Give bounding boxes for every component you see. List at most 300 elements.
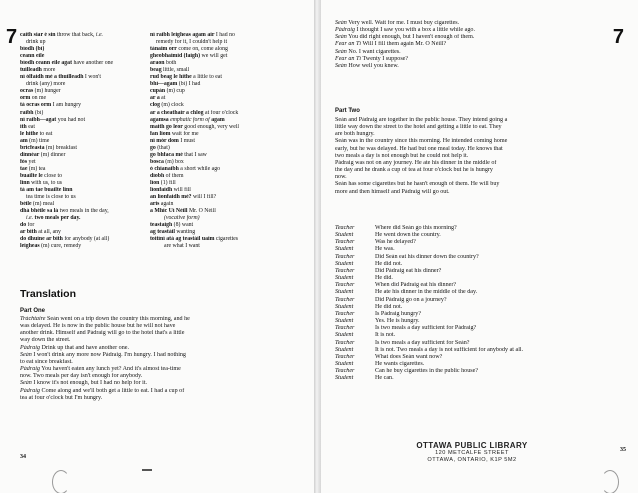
vocab-entry [150,117,300,124]
english-gloss: two meals in the day, [58,208,109,215]
irish-term: ó chianaibh [150,165,179,172]
irish-term: le hithe [20,130,39,137]
english-gloss: drink up [26,39,46,46]
speech-text: was delayed. He is now in the public house but he will not have [20,323,176,330]
english-gloss: (m) box [163,158,184,165]
text-line [335,49,615,56]
vocabulary-column-a [20,32,146,250]
vocab-entry [150,46,300,53]
text-line: more and then himself and Pádraig will go out. [335,188,450,195]
text-line: Seán and Pádraig are together in the public house. They intend going a [335,117,508,123]
speaker-name: Fear an Tí [335,55,362,62]
english-gloss: we will get [200,53,228,60]
ink-mark [142,469,152,471]
speech-text: Very well. Wait for me. I must buy cigarettes. [346,20,460,26]
irish-term: tá am tae buailte linn [20,187,73,194]
english-gloss: a short while ago [178,165,221,172]
vocab-entry [20,67,146,74]
irish-term: béile [20,201,32,208]
english-gloss: will I fill? [191,194,217,201]
text-line [335,63,615,70]
speaker-name: Seán [20,380,32,387]
english-gloss: have another one [72,60,114,67]
qa-line [335,325,630,332]
irish-term: do dhuine ar bith [20,236,63,243]
irish-term: a Mhic Uí Néill [150,208,188,215]
qa-line [335,311,630,318]
qa-text: Can he buy cigarettes in the public house? [375,368,479,375]
irish-term: agamsa [150,116,169,123]
vocab-entry [150,74,300,81]
irish-term: buailte le [20,172,43,179]
speaker-role: Teacher [335,239,355,246]
vocab-entry [150,180,300,187]
irish-term: díobh [150,172,165,179]
vocab-entry [20,60,146,67]
irish-term: clog [150,102,160,109]
speech-text: No. I want cigarettes. [346,48,401,55]
qa-text: It is not. [375,332,396,339]
english-gloss: Mr. Ó Néill [187,208,216,215]
vocab-entry [150,131,300,138]
irish-term: líonfaidh [150,187,173,194]
text-line [335,27,615,34]
irish-term: bíodh (bí) [20,46,45,53]
english-gloss: (bí) I had [177,81,201,88]
english-gloss: again [159,201,174,208]
speaker-role: Student [335,246,354,253]
qa-text: Did Pádraig eat his dinner? [375,267,442,274]
vocab-entry [150,222,300,229]
page-number: 35 [620,447,626,453]
vocab-entry [150,159,300,166]
irish-term: ní raibh leigheas agam air [150,32,215,38]
english-gloss: close to [42,172,63,179]
vocab-entry [20,95,146,102]
text-line: the day and he drank a cup of tea at four o'clock but he is hungry [335,167,493,174]
speech-text: Seán went on a trip down the country this morning, and he [45,316,190,322]
vocab-entry [20,88,146,95]
lesson-number: 7 [6,26,18,48]
qa-line [335,239,630,246]
vocab-entry [150,173,300,180]
lesson-number: 7 [612,26,624,48]
qa-text: He wants cigarettes. [375,360,425,367]
stamp-line-2: 120 METCALFE STREET [435,450,509,456]
left-page [0,0,314,493]
speech-text: to eat since breakfast. [20,358,73,365]
speaker-role: Student [335,303,354,310]
english-gloss: at all, any [36,229,61,236]
qa-line [335,246,630,253]
irish-term: ith [20,123,27,130]
speech-text: You did right enough, but I haven't enough of them. [346,34,475,41]
vocab-entry [20,166,146,173]
irish-term: bosca [150,158,164,165]
english-gloss: (m) meal [31,201,55,208]
text-line [335,20,615,27]
speaker-role: Student [335,260,354,267]
english-gloss-tail: two meals per day. [33,215,81,222]
qa-line [335,275,630,282]
vocab-entry [150,138,300,145]
irish-term: ar bith [20,229,37,236]
text-line [20,337,310,344]
qa-line [335,347,630,354]
gloss-note: i.e. [95,32,103,38]
irish-term: bhí—agam [150,81,178,88]
qa-line [335,304,630,311]
english-gloss: (8) want [172,222,194,229]
irish-term: tánaim orr [150,46,177,53]
speech-text: another drink. Himself and Pádraig will go to the hotel that's a little [20,330,185,337]
irish-term: caith siar é sin [20,32,56,38]
irish-term: bricfeasta [20,144,45,151]
irish-term: linn [20,179,30,186]
vocab-entry [150,145,300,152]
qa-line [335,261,630,268]
irish-term: orm [20,95,31,102]
vocab-entry [150,67,300,74]
vocab-entry [150,60,300,67]
qa-line [335,368,630,375]
qa-line [335,297,630,304]
text-line [20,316,310,323]
irish-term: raibh [20,109,34,116]
irish-term: ar a cheathair a chlog [150,109,204,116]
irish-term: ní raibh—agat [20,116,57,123]
english-gloss: drink (any) more [26,81,66,88]
translation-heading: Translation [20,288,77,300]
english-gloss: tea time is close to us [26,194,76,201]
speech-text: tea at four o'clock but I'm hungry. [20,394,103,401]
qa-text: He went down the country. [375,232,441,239]
vocab-entry [20,131,146,138]
qa-text: Is two meals a day sufficient for Seán? [375,339,470,346]
text-line [20,380,310,387]
english-gloss: (m) cure, remedy [39,243,82,250]
text-line: now. [335,174,347,181]
binding-hole [52,470,70,493]
vocab-entry [20,81,146,88]
vocab-entry [150,32,300,39]
speaker-name: Seán [335,62,347,69]
text-line: two meals a day is not enough but he could not help it. [335,152,469,159]
speech-text: I know it's not enough, but I had no help for it. [31,380,148,387]
english-gloss: cigarettes [214,236,239,243]
speech-text: I won't drink any more now Pádraig. I'm hungry. I had nothing [31,351,186,358]
irish-term: fan liom [150,130,171,137]
vocab-entry [20,180,146,187]
english-gloss: good enough, very well [182,123,240,130]
speaker-role: Teacher [335,296,355,303]
qa-line [335,354,630,361]
irish-term: líon [150,179,160,186]
irish-term: leigheas [20,243,40,250]
qa-text: It is not. Two meals a day is not sufficient for anybody at all. [375,346,524,353]
qa-text: Where did Seán go this morning? [375,225,457,231]
speech-text: Drink up that and have another one. [39,344,129,351]
irish-term: ní mór dom [150,137,179,144]
irish-term: aris [150,201,160,208]
speech-text: Come along and we'll both get a little to eat. I had a cup of [39,387,185,394]
english-gloss: at [159,95,166,102]
qa-line [335,318,630,325]
vocab-entry [20,243,146,250]
english-gloss: a little to eat [191,74,222,81]
vocab-entry [20,159,146,166]
speaker-role: Student [335,318,354,325]
vocab-entry [20,229,146,236]
english-gloss: are what I want [164,243,200,250]
vocab-entry [150,208,300,215]
qa-text: When did Pádraig eat his dinner? [375,282,457,289]
stamp-line-3: OTTAWA, ONTARIO, K1P 5M2 [427,457,517,463]
english-gloss: (m) breakfast [44,144,77,151]
vocab-entry [150,88,300,95]
vocab-entry [150,81,300,88]
speaker-name: Tráchtaire [20,316,46,322]
text-line [20,352,310,359]
vocab-entry [150,215,300,222]
part-two-text [335,117,625,196]
qa-text: Was he delayed? [375,239,416,246]
irish-term: tuilleadh [20,67,42,74]
english-gloss: throw that back, [55,32,96,38]
text-line: Seán was in the country since this morning. He intended coming home [335,138,508,145]
vocab-entry [20,46,146,53]
qa-text: Did Pádraig go on a journey? [375,296,447,303]
qa-text: Yes. He is hungry. [375,318,420,325]
vocab-entry [20,117,146,124]
vocab-entry [20,102,146,109]
speaker-role: Teacher [335,267,355,274]
speech-text: now. Two meals per day isn't enough for anybody. [20,373,143,380]
english-gloss-tail: agam [209,116,225,123]
irish-term: am [20,137,28,144]
qa-line [335,232,630,239]
text-line [20,366,310,373]
text-line [335,41,615,48]
text-line [20,388,310,395]
speaker-role: Teacher [335,225,355,231]
english-gloss: eat [26,123,35,130]
speech-text: You haven't eaten any lunch yet? And it's almost tea-time [39,366,181,373]
text-line [20,395,310,402]
part-one-text [20,316,310,402]
irish-term: ocras [20,88,34,95]
stamp-line-1: OTTAWA PUBLIC LIBRARY [416,441,528,450]
english-gloss: I must [178,137,195,144]
speaker-role: Student [335,275,354,282]
speaker-role: Teacher [335,282,355,289]
speaker-name: Pádraig [20,387,40,394]
irish-term: ag teastáil [150,229,175,236]
vocab-entry [20,208,146,215]
text-line [20,323,310,330]
speaker-name: Seán [20,351,32,358]
speaker-role: Teacher [335,310,355,317]
qa-line [335,254,630,261]
qa-text: He did not. [375,303,403,310]
irish-term: go bhfaca mé [150,151,183,158]
speaker-role: Student [335,232,354,239]
book-gutter [314,0,321,493]
vocab-entry [150,187,300,194]
irish-term: bíodh ceann eile agat [20,60,73,67]
qa-line [335,332,630,339]
english-gloss: yet [27,158,36,165]
english-gloss: that I saw [182,151,207,158]
irish-term: maith go leor [150,123,183,130]
english-gloss: (m) tea [27,165,46,172]
text-line [335,56,615,63]
vocab-entry [150,166,300,173]
vocabulary-column-b [150,32,300,250]
speech-text: Will I fill them again Mr. Ó Néill? [361,41,447,48]
irish-term: araon [150,60,165,67]
qa-text: He ate his dinner in the middle of the day. [375,289,478,296]
english-gloss: (that) [155,144,170,151]
irish-term: dhá bhéile sa lá [20,208,59,215]
text-line: Seán has some cigarettes but he hasn't enough of them. He will buy [335,181,500,188]
irish-term: tá ocras orm [20,102,52,109]
english-gloss: wanting [174,229,196,236]
irish-term: go [150,144,156,151]
english-gloss: with us, to us [29,179,63,186]
english-gloss: (m) hunger [33,88,61,95]
gloss-note: emphatic form of [170,116,210,123]
english-gloss: (bí) [33,109,44,116]
english-gloss: wait for me [170,130,199,137]
speaker-role: Student [335,346,354,353]
text-line [335,34,615,41]
vocab-entry [150,194,300,201]
english-gloss: (m) time [27,137,50,144]
qa-text: He was. [375,246,395,253]
qa-line [335,361,630,368]
vocab-entry [20,124,146,131]
vocab-entry [150,102,300,109]
irish-term: rud beag le hithe [150,74,192,81]
part-one-heading: Part One [20,308,46,314]
vocab-entry [150,124,300,131]
vocab-entry [20,110,146,117]
speaker-role: Teacher [335,339,355,346]
english-gloss: come on, come along [176,46,228,53]
part-two-heading: Part Two [335,108,360,114]
gloss-note: (vocative form) [164,215,200,222]
irish-term: ar a [150,95,160,102]
qa-line [335,340,630,347]
qa-text: He can. [375,375,394,382]
speaker-role: Student [335,360,354,367]
speech-text: way down the street. [20,337,71,344]
vocab-entry [20,145,146,152]
english-gloss: (m) cup [165,88,185,95]
irish-term: ní ólfaidh mé a thuilleadh [20,74,84,81]
vocab-entry [20,32,146,39]
vocab-entry [150,236,300,243]
vocab-entry [20,222,146,229]
english-gloss: (1) fill [159,179,176,186]
qa-text: He did not. [375,260,403,267]
english-gloss: remedy for it, I couldn't help it [156,39,228,46]
speech-text: Twenty I suppose? [361,55,409,62]
irish-term: cupán [150,88,166,95]
speaker-name: Fear an Tí [335,41,362,48]
vocab-entry [150,95,300,102]
english-gloss: of them [164,172,184,179]
english-gloss: I had no [214,32,235,38]
text-line: are both hungry. [335,131,375,138]
speaker-role: Student [335,332,354,339]
speaker-name: Pádraig [20,366,40,373]
speaker-role: Teacher [335,353,355,360]
qa-line [335,375,630,382]
irish-term: do [20,222,27,229]
speaker-name: Seán [335,20,347,26]
english-gloss: will fill [172,187,191,194]
vocab-entry [20,152,146,159]
text-line [20,330,310,337]
irish-term: ceann eile [20,53,45,60]
text-line: little way down the street to the hotel and getting a little to eat. They [335,124,502,131]
qa-text: He did. [375,275,393,282]
speaker-role: Teacher [335,325,355,332]
qa-line [335,268,630,275]
qa-line [335,225,630,232]
qa-line [335,289,630,296]
irish-term: toitíní atá ag teastáil uaim [150,236,215,243]
speaker-name: Seán [335,34,347,41]
vocab-entry [150,229,300,236]
vocab-entry [20,53,146,60]
right-page [321,0,638,493]
text-line [20,345,310,352]
vocab-entry [150,243,300,250]
gloss-note: i.e. [26,215,34,222]
speaker-role: Teacher [335,368,355,375]
speech-text: How well you knew. [346,62,399,69]
irish-term: gheobhaimid (faigh) [150,53,201,60]
irish-term: fós [20,158,28,165]
speaker-role: Student [335,375,354,382]
text-line [20,359,310,366]
binding-hole [601,470,619,493]
english-gloss: more [41,67,56,74]
vocab-entry [20,187,146,194]
vocab-entry [150,201,300,208]
english-gloss: at four o'clock [203,109,239,116]
english-gloss: I am hungry [51,102,82,109]
vocab-entry [20,173,146,180]
vocab-entry [150,53,300,60]
page-number: 34 [20,454,26,460]
text-line [20,373,310,380]
english-gloss: I won't [83,74,101,81]
library-stamp [407,441,537,464]
english-gloss: you had not [56,116,86,123]
dialogue-continuation [335,20,615,70]
english-gloss: for [26,222,35,229]
text-line: Pádraig was not on any journey. He ate his dinner in the middle of [335,159,497,166]
speaker-role: Teacher [335,253,355,260]
vocab-entry [20,215,146,222]
speaker-name: Pádraig [335,27,355,34]
english-gloss: for anybody (at all) [62,236,110,243]
vocab-entry [20,201,146,208]
